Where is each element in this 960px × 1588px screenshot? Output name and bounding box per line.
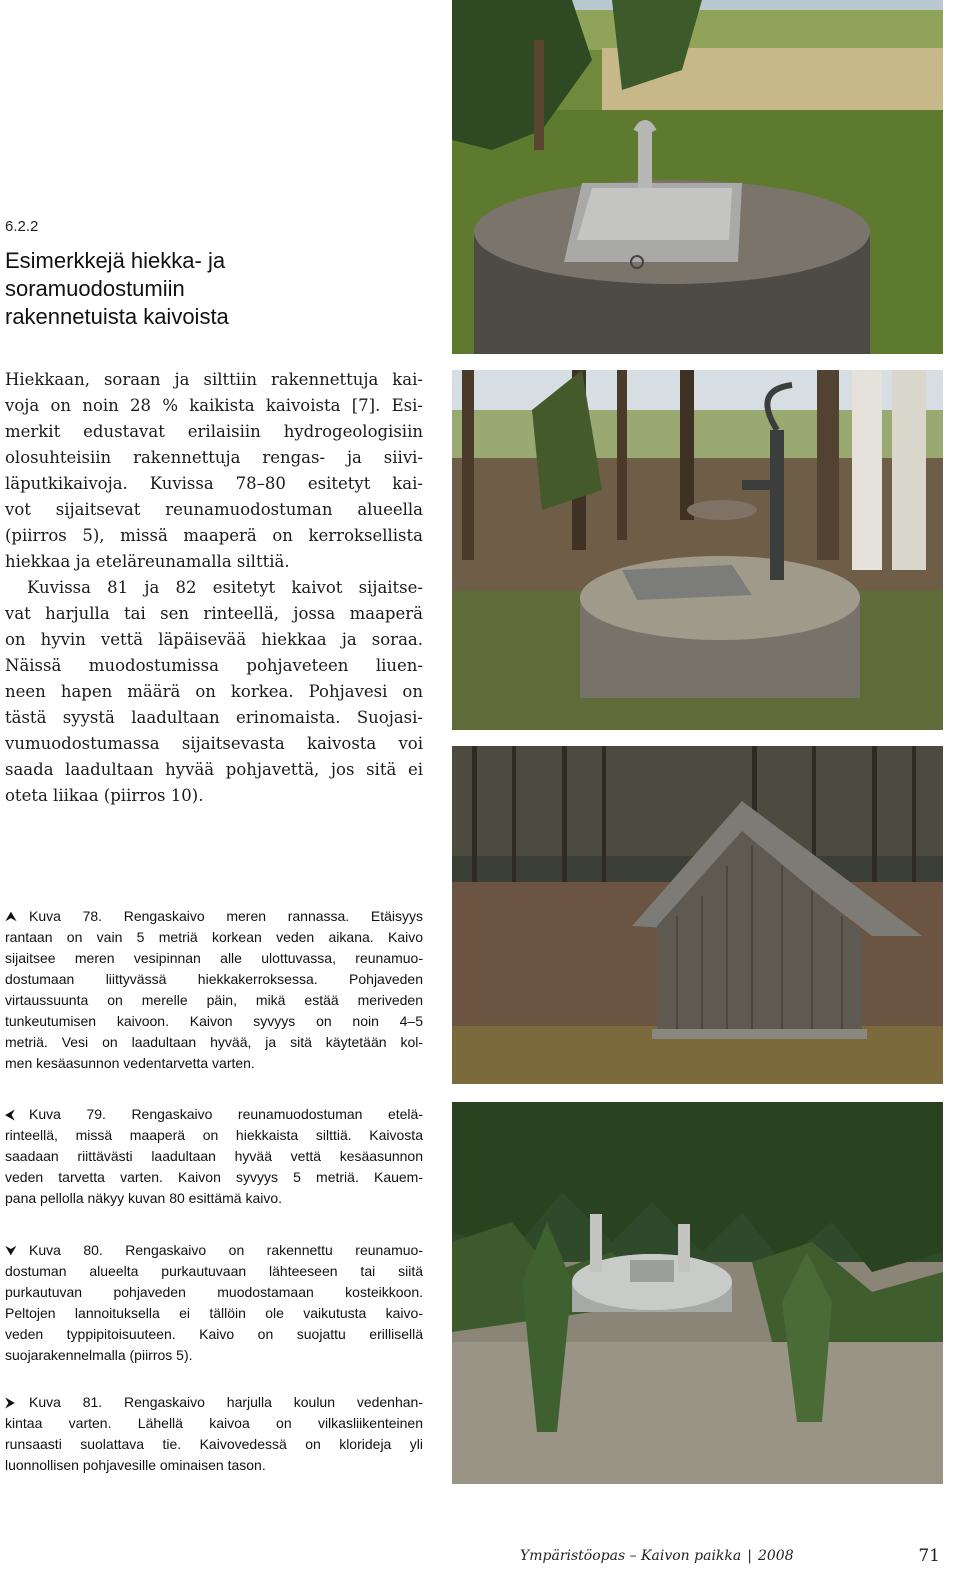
caption-line: saadaan riittävästi laadultaan hyvää vettä kesäasunnon xyxy=(5,1148,423,1164)
caption-line: metriä. Vesi on laadultaan hyvää, ja sitä käytetään kol- xyxy=(5,1034,423,1050)
caption-line: dostuman alueelta purkautuvaan lähteeseen tai siitä xyxy=(5,1263,423,1279)
arrow-right-icon: ⮞ xyxy=(5,1394,16,1410)
title-line: Esimerkkejä hiekka- ja xyxy=(5,248,226,273)
body-paragraphs xyxy=(5,367,423,809)
caption-kuva-79 xyxy=(5,1104,423,1209)
body-line: vumuodostumassa sijaitsevasta kaivosta voi xyxy=(5,734,423,753)
photo-kuva-79 xyxy=(452,370,943,730)
body-line: neen hapen määrä on korkea. Pohjavesi on xyxy=(5,682,423,701)
caption-line: dostumaan liittyvässä hiekkakerroksessa. Pohjaveden xyxy=(5,971,423,987)
footer-divider: | xyxy=(747,1548,752,1564)
caption-line: veden typpipitoisuuteen. Kaivo on suojattu erillisellä xyxy=(5,1326,423,1342)
caption-line: tunkeutumisen kaivoon. Kaivon syvyys on noin 4–5 xyxy=(5,1013,423,1029)
caption-line: sijaitsee meren vesipinnan alle ulottuvassa, reunamuo- xyxy=(5,950,423,966)
caption-line: Kuva 81. Rengaskaivo harjulla koulun vedenhan- xyxy=(29,1394,423,1410)
section-title xyxy=(5,247,425,331)
caption-line: rantaan on vain 5 metriä korkean veden aikana. Kaivo xyxy=(5,929,423,945)
caption-line: virtaussuunta on merelle päin, mikä estää meriveden xyxy=(5,992,423,1008)
photo-kuva-81 xyxy=(452,1102,943,1484)
body-line: saada laadultaan hyvää pohjavettä, jos sitä ei xyxy=(5,760,423,779)
body-line: (piirros 5), missä maaperä on kerroksellista xyxy=(5,526,423,545)
caption-kuva-78 xyxy=(5,906,423,1074)
caption-line: men kesäasunnon vedentarvetta varten. xyxy=(5,1055,255,1071)
caption-line: luonnollisen pohjavesille ominaisen tason. xyxy=(5,1457,266,1473)
body-line: Hiekkaan, soraan ja silttiin rakennettuja kai- xyxy=(5,370,423,389)
caption-line: veden tarvetta varten. Kaivon syvyys 5 metriä. Kauem- xyxy=(5,1169,423,1185)
caption-line: Kuva 78. Rengaskaivo meren rannassa. Etäisyys xyxy=(29,908,423,924)
body-line: tästä syystä laadultaan erinomaista. Suojasi- xyxy=(5,708,423,727)
photo-kuva-78 xyxy=(452,0,943,354)
caption-line: kintaa varten. Lähellä kaivoa on vilkasliikenteinen xyxy=(5,1415,423,1431)
publication-year: 2008 xyxy=(757,1548,794,1564)
body-line: vot sijaitsevat reunamuodostuman alueella xyxy=(5,500,423,519)
caption-kuva-81 xyxy=(5,1392,423,1476)
caption-line: pana pellolla näkyy kuvan 80 esittämä kaivo. xyxy=(5,1190,283,1206)
caption-line: suojarakennelmalla (piirros 5). xyxy=(5,1347,193,1363)
caption-line: Kuva 79. Rengaskaivo reunamuodostuman etelä- xyxy=(29,1106,423,1122)
page-number: 71 xyxy=(918,1546,940,1566)
body-line: Näissä muodostumissa pohjaveteen liuen- xyxy=(5,656,423,675)
body-line: olosuhteisiin rakennettuja rengas- ja siivi- xyxy=(5,448,423,467)
body-line: läputkikaivoja. Kuvissa 78–80 esitetyt kai- xyxy=(5,474,423,493)
body-line: voja on noin 28 % kaikista kaivoista [7]. Esi- xyxy=(5,396,423,415)
caption-line: purkautuvan pohjaveden muodostamaan kosteikkoon. xyxy=(5,1284,423,1300)
arrow-left-icon: ⮜ xyxy=(5,1106,15,1122)
footer-publication-line xyxy=(520,1548,794,1564)
arrow-up-icon: ⮝ xyxy=(5,908,17,924)
arrow-down-icon: ⮟ xyxy=(5,1242,17,1258)
body-line: on hyvin vettä läpäisevää hiekkaa ja soraa. xyxy=(5,630,423,649)
caption-line: Peltojen lannoituksella ei tällöin ole vaikutusta kaivo- xyxy=(5,1305,423,1321)
body-line: merkit edustavat erilaisiin hydrogeologisiin xyxy=(5,422,423,441)
body-line: Kuvissa 81 ja 82 esitetyt kaivot sijaitse- xyxy=(27,578,423,597)
body-line: vat harjulla tai sen rinteellä, jossa maaperä xyxy=(5,604,423,623)
photo-kuva-80 xyxy=(452,746,943,1084)
caption-kuva-80 xyxy=(5,1240,423,1366)
title-line: soramuodostumiin xyxy=(5,276,185,301)
page-footer xyxy=(520,1546,940,1570)
body-line: oteta liikaa (piirros 10). xyxy=(5,786,204,805)
section-number: 6.2.2 xyxy=(5,218,39,235)
caption-line: rinteellä, missä maaperä on hiekkaista silttiä. Kaivosta xyxy=(5,1127,423,1143)
title-line: rakennetuista kaivoista xyxy=(5,304,229,329)
publication-title: Ympäristöopas – Kaivon paikka xyxy=(520,1548,742,1564)
body-line: hiekkaa ja eteläreunamalla silttiä. xyxy=(5,552,290,571)
caption-line: runsaasti suolattava tie. Kaivovedessä on klorideja yli xyxy=(5,1436,423,1452)
caption-line: Kuva 80. Rengaskaivo on rakennettu reunamuo- xyxy=(29,1242,423,1258)
